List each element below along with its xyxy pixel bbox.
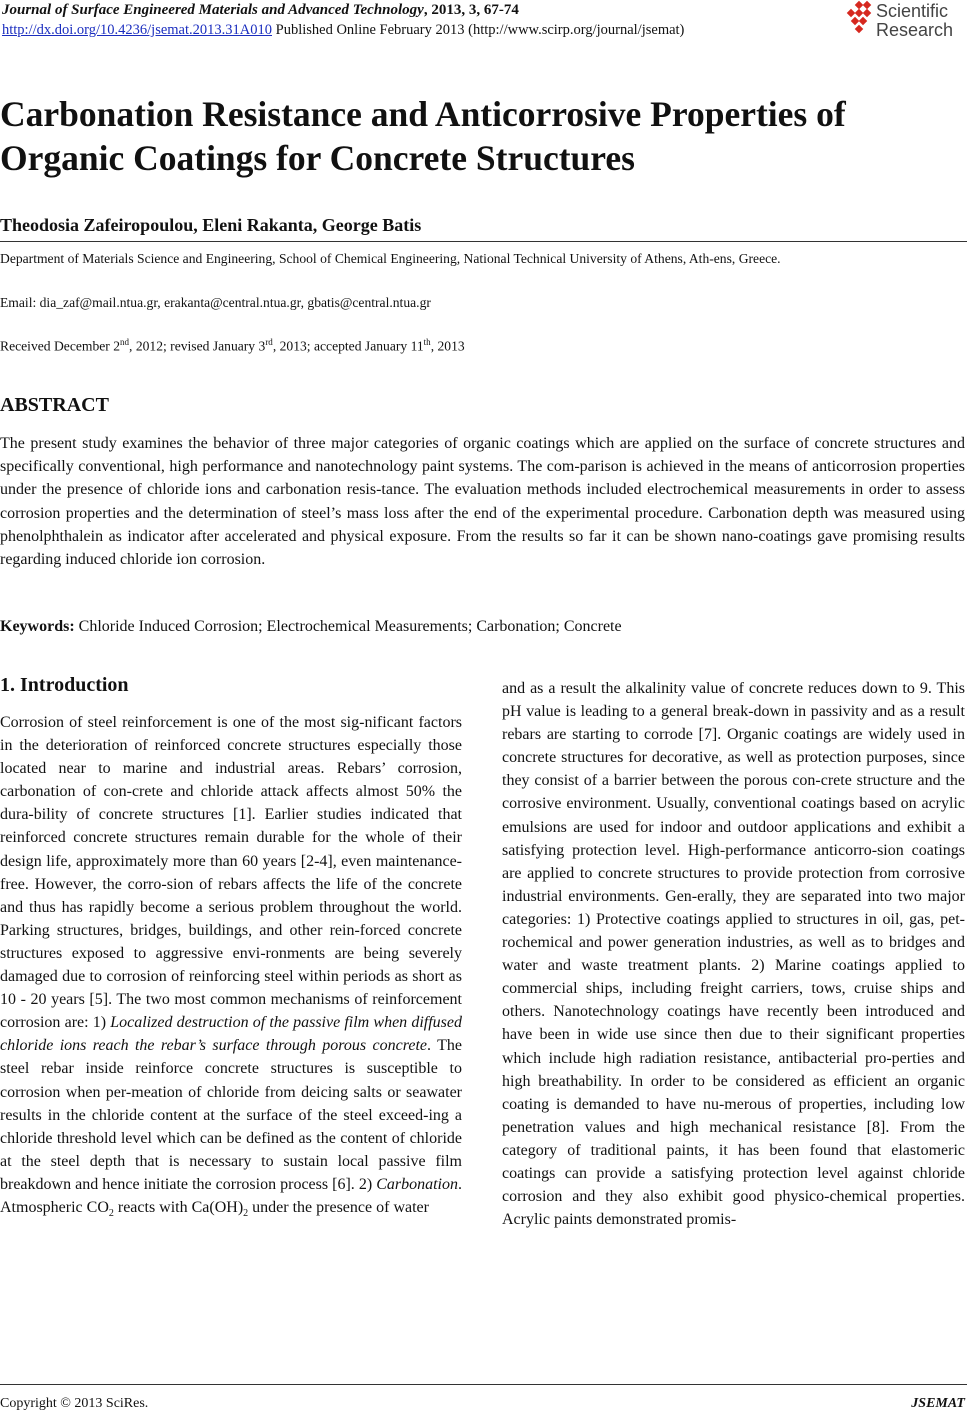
body-column-left <box>0 711 462 1225</box>
received-sup: nd <box>120 337 130 347</box>
intro-paragraph-continued: and as a result the alkalinity value of concrete reduces down to 9. This pH value is leading to a general break-down in passivity and as a result rebars are starting to corrode [7]. Organic coatings are widely used in concrete structures for decorative, as well as protection purposes, since they consist of a barrier between the porous con-crete structure and the corrosive environment. Usually, conventional coatings based on acrylic emulsions are used for indoor and outdoor applications and exhibit a satisfying protection level. High-performance anticorro-sion coatings are applied to concrete structures to provide protection from corrosive industrial environments. Gen-erally, they are separated into two major categories: 1) Protective coatings applied to structures in oil, gas, pet-rochemical and power generation industries, as well as to bridges and water and waste treatment plants. 2) Marine coatings applied to commercial ships, including freight carriers, tows, cruise ships and others. Nanotechnology coatings have recently been introduced and have been in wide use since then due to their significant properties which include high radiation resistance, antibacterial pro-perties and high breathability. In order to be considered as efficient an organic coating is demanded to have nu-merous of properties, including low penetration values and high mechanical resistance [8]. From the category of traditional paints, it has been found that elastomeric coatings can provide a satisfying protection level against chloride corrosion and they also exhibit good physico-chemical properties. Acrylic paints demonstrated promis- <box>502 680 965 1229</box>
doi-link[interactable]: http://dx.doi.org/10.4236/jsemat.2013.31A010 <box>2 22 272 38</box>
accepted-sup: th <box>423 337 431 347</box>
publication-line <box>2 22 684 39</box>
intro-paragraph <box>0 711 462 1225</box>
revised-text: , 2012; revised January 3 <box>129 338 266 354</box>
intro-text: reacts with Ca(OH) <box>113 1198 244 1216</box>
paper-title: Carbonation Resistance and Anticorrosive Properties of Organic Coatings for Concrete Structures <box>0 94 846 178</box>
affiliation: Department of Materials Science and Engineering, School of Chemical Engineering, National Technical University of Athens, Ath-ens, Greece. <box>0 251 781 266</box>
logo-text-scientific: Scientific <box>876 1 949 21</box>
subscript: 2 <box>243 1208 249 1220</box>
journal-name: Journal of Surface Engineered Materials and Advanced Technology <box>2 2 424 18</box>
abstract-text: The present study examines the behavior of three major categories of organic coatings which are applied on the surface of concrete structures and specifically conventional, high performance and nanotechnology paint systems. The com-parison is achieved in the means of anticorrosion properties under the presence of chloride ions and carbonation resis-tance. The evaluation methods included electrochemical measurements in order to assess corrosion properties and the determination of steel’s mass loss after the end of the experimental procedure. Carbonation depth was measured using phenolphthalein as indicator after accelerated and physical exposure. From the results so far it can be shown nano-coatings gave promising results regarding induced chloride ion corrosion. <box>0 435 965 569</box>
journal-volume: , 2013, 3, 67-74 <box>423 2 519 18</box>
intro-text: under the presence of water <box>248 1198 429 1216</box>
intro-italic-carbonation: Carbonation <box>376 1175 458 1193</box>
keywords-text: Chloride Induced Corrosion; Electrochemical Measurements; Carbonation; Concrete <box>74 618 622 635</box>
intro-text: . The steel rebar inside reinforce concrete structures is susceptible to corrosion when per-meation of chloride from deicing salts or seawater results in the chloride content at the surface of the steel exceed-ing a chloride threshold level which can be defined as the content of chloride at the steel depth that is necessary to sustain local passive film breakdown and hence initiate the corrosion process [6]. 2) <box>0 1037 462 1193</box>
journal-header <box>2 2 519 19</box>
journal-abbreviation: JSEMAT <box>911 1396 965 1411</box>
received-dates <box>0 337 465 355</box>
keywords <box>0 618 622 636</box>
copyright: Copyright © 2013 SciRes. <box>0 1396 149 1411</box>
scientific-research-logo <box>842 0 967 44</box>
body-column-right <box>502 677 965 1231</box>
accepted-year: , 2013 <box>430 338 465 354</box>
intro-italic-mechanism-1: Localized destruction of the passive film when diffused chloride ions reach the rebar’s surface through porous concrete <box>0 1014 463 1055</box>
footer-divider <box>0 1384 967 1385</box>
abstract-heading: ABSTRACT <box>0 394 109 416</box>
logo-text-research: Research <box>876 20 954 40</box>
intro-text: Corrosion of steel reinforcement is one of the most sig-nificant factors in the deterioration of reinforced concrete structures especially those located near to marine and industrial areas. Rebars’ corrosion, carbonation of con-crete and chloride attack affects almost 50% the dura-bility of concrete structures [1]. Earlier studies indicated that reinforced concrete structures remain durable for the whole of their design life, approximately more than 60 years [2-4], even maintenance-free. However, the corro-sion of rebars affects the life of the concrete and thus has rapidly become a serious problem throughout the world. Parking structures, bridges, buildings, and other rein-forced concrete structures exposed to aggressive envi-ronments are being severely damaged due to corrosion of reinforcing steel within periods as short as 10 - 20 years [5]. The two most common mechanisms of reinforcement corrosion are: 1) <box>0 714 462 1032</box>
email-line: Email: dia_zaf@mail.ntua.gr, erakanta@central.ntua.gr, gbatis@central.ntua.gr <box>0 295 431 310</box>
accepted-text: , 2013; accepted January 11 <box>272 338 424 354</box>
keywords-label: Keywords: <box>0 618 75 635</box>
published-online: Published Online February 2013 (http://www.scirp.org/journal/jsemat) <box>272 22 685 38</box>
revised-sup: rd <box>265 337 273 347</box>
header-divider <box>0 241 967 242</box>
authors: Theodosia Zafeiropoulou, Eleni Rakanta, George Batis <box>0 215 422 235</box>
intro-text: . Atmospheric CO <box>0 1175 462 1216</box>
section-heading-introduction: 1. Introduction <box>0 674 129 696</box>
received-text: Received December 2 <box>0 338 121 354</box>
subscript: 2 <box>108 1208 114 1220</box>
